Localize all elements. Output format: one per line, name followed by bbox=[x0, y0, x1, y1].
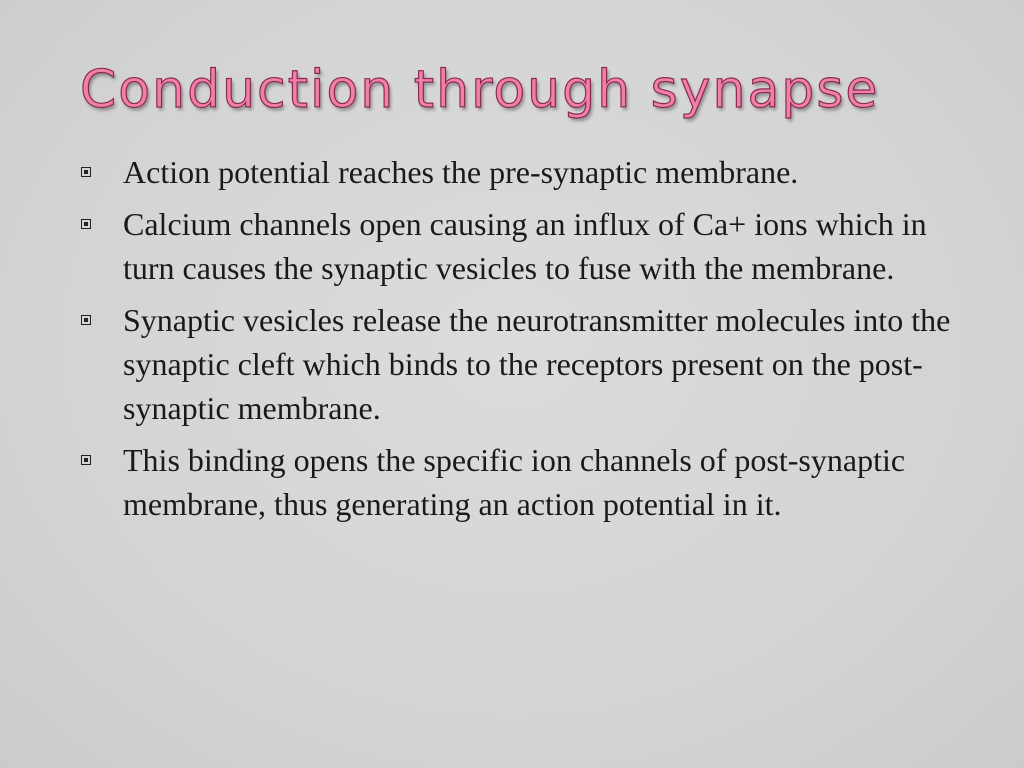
bullet-list bbox=[76, 150, 976, 534]
bullet-text: Action potential reaches the pre-synaptic membrane. bbox=[123, 154, 799, 190]
square-bullet-icon bbox=[81, 455, 91, 465]
slide-title: Conduction through synapse bbox=[80, 60, 880, 120]
list-item bbox=[76, 202, 976, 290]
bullet-text: Synaptic vesicles release the neurotransmitter molecules into the synaptic cleft which binds to the receptors present on the post-synaptic membrane. bbox=[123, 302, 951, 426]
bullet-text: Calcium channels open causing an influx of Ca+ ions which in turn causes the synaptic vesicles to fuse with the membrane. bbox=[123, 206, 927, 286]
bullet-text: This binding opens the specific ion channels of post-synaptic membrane, thus generating an action potential in it. bbox=[123, 442, 906, 522]
list-item bbox=[76, 150, 976, 194]
square-bullet-icon bbox=[81, 219, 91, 229]
square-bullet-icon bbox=[81, 315, 91, 325]
square-bullet-icon bbox=[81, 167, 91, 177]
list-item bbox=[76, 298, 976, 430]
list-item bbox=[76, 438, 976, 526]
